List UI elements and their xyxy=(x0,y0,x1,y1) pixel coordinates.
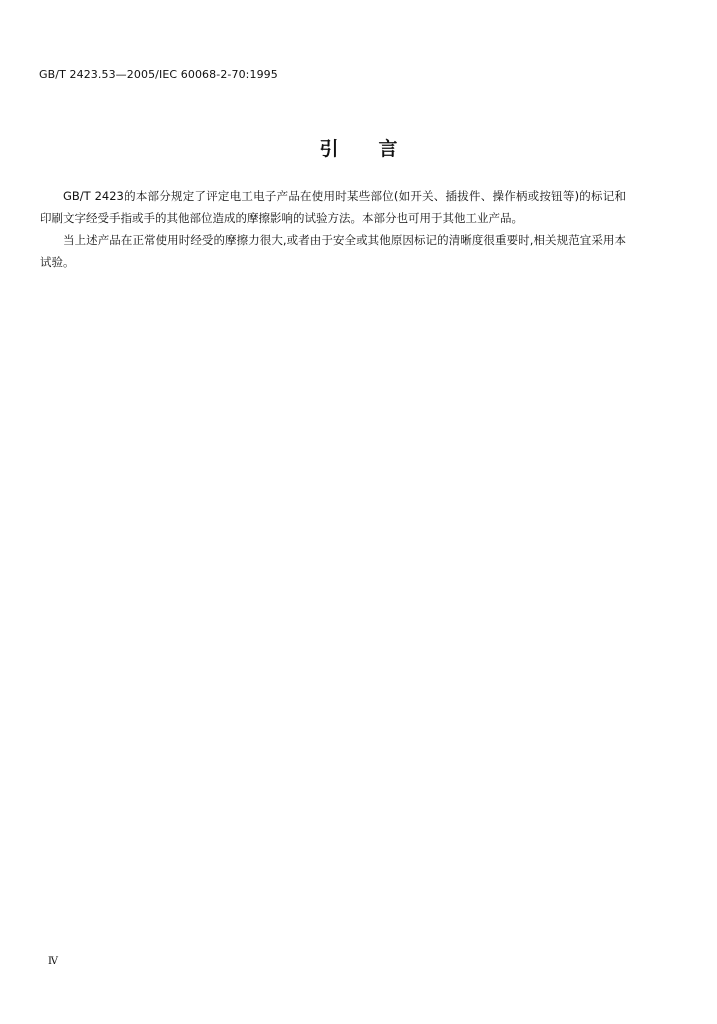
section-title: 引言 xyxy=(319,138,438,160)
paragraph: GB/T 2423的本部分规定了评定电工电子产品在使用时某些部位(如开关、插拔件、操作柄或按钮等)的标记和印刷文字经受手指或手的其他部位造成的摩擦影响的试验方法。本部分也可用于其他工业产品。 xyxy=(40,189,626,225)
standard-number-header: GB/T 2423.53—2005/IEC 60068-2-70:1995 xyxy=(39,68,278,81)
paragraph: 当上述产品在正常使用时经受的摩擦力很大,或者由于安全或其他原因标记的清晰度很重要时,相关规范宜采用本试验。 xyxy=(40,233,626,269)
body-text xyxy=(40,185,626,273)
page-number: Ⅳ xyxy=(48,956,58,967)
